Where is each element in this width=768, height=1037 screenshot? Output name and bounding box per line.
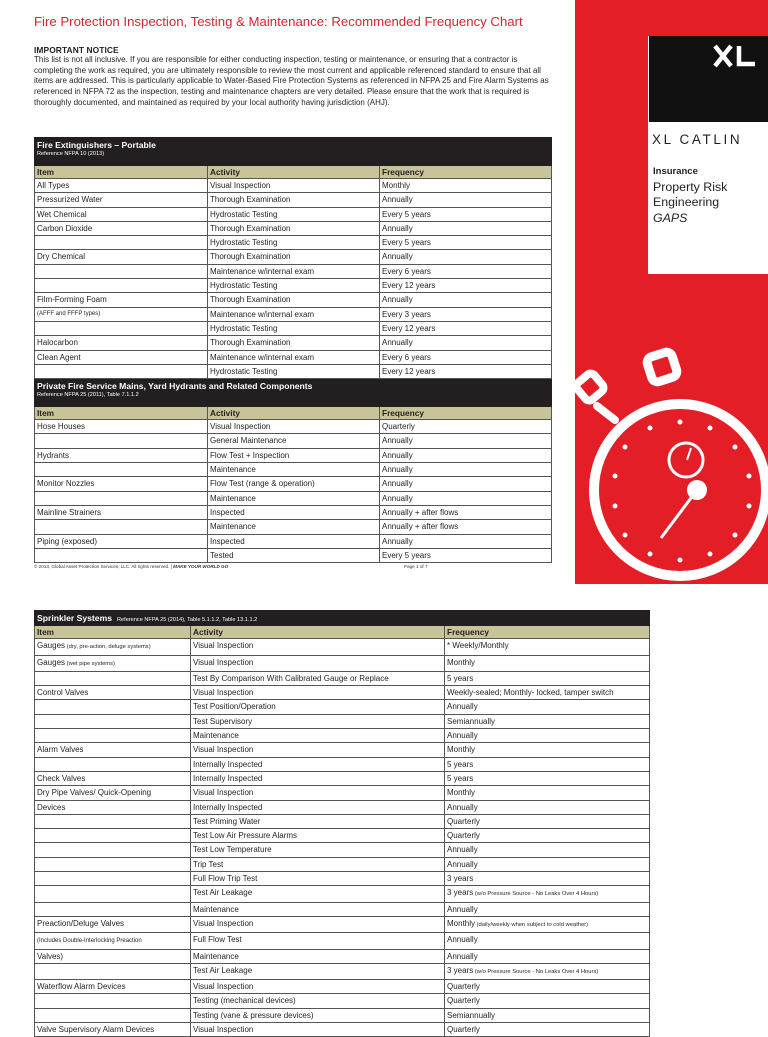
cell-activity: Thorough Examination bbox=[208, 336, 380, 350]
cell-activity: Visual Inspection bbox=[191, 1023, 445, 1037]
cell-frequency bbox=[445, 639, 650, 655]
cell-item bbox=[35, 655, 191, 671]
notice-body: This list is not all inclusive. If you are responsible for either conducting inspection, testing or maintenance, or ensuring that a contractor is completing the work as required, you are ultimately responsible to review the most current and applicable referenced standard to ensure that all items are addressed. This is particularly applicable to Water-Based Fire Protection Systems as referenced in NFPA 25 and Fire Alarm Systems as referenced in NFPA 72 as the inspection, testing and maintenance chapters are very detailed. Please ensure that the work that is required is thoroughly documented, and maintained as required by your local authority having jurisdiction (AHJ). bbox=[34, 55, 549, 107]
table-row bbox=[35, 980, 650, 994]
cell-item bbox=[35, 671, 191, 685]
cell-item bbox=[35, 1008, 191, 1022]
section-title-text: Fire Extinguishers – Portable bbox=[37, 140, 156, 150]
frequency-value: Monthly bbox=[447, 918, 476, 928]
column-header-item: Item bbox=[35, 626, 191, 639]
frequency-value: Annually bbox=[447, 802, 478, 812]
table-row bbox=[35, 857, 650, 871]
cell-activity: Maintenance bbox=[191, 729, 445, 743]
table-row bbox=[35, 491, 552, 505]
cell-item: Clean Agent bbox=[35, 350, 208, 364]
cell-item bbox=[35, 236, 208, 250]
table-row bbox=[35, 872, 650, 886]
frequency-value: 3 years bbox=[447, 874, 474, 884]
page-title: Fire Protection Inspection, Testing & Maintenance: Recommended Frequency Chart bbox=[34, 14, 523, 29]
table-row bbox=[35, 221, 552, 235]
section-header bbox=[35, 611, 650, 626]
table-row bbox=[35, 814, 650, 828]
cell-item bbox=[35, 786, 191, 800]
cell-item bbox=[35, 800, 191, 814]
cell-item bbox=[35, 902, 191, 916]
column-header-item: Item bbox=[35, 407, 208, 420]
cell-frequency: Annually bbox=[380, 463, 552, 477]
cell-activity: Visual Inspection bbox=[191, 686, 445, 700]
cell-item bbox=[35, 963, 191, 979]
item-note: (wet pipe systems) bbox=[65, 660, 115, 667]
cell-activity: Testing (vane & pressure devices) bbox=[191, 1008, 445, 1022]
cell-item bbox=[35, 872, 191, 886]
cell-item bbox=[35, 321, 208, 335]
item-name: Valves) bbox=[37, 951, 64, 961]
table-row bbox=[35, 250, 552, 264]
frequency-note: (w/o Pressure Source - No Leaks Over 4 Hours) bbox=[473, 891, 599, 898]
item-note: (dry, pre-action, deluge systems) bbox=[65, 644, 151, 651]
cell-item bbox=[35, 886, 191, 902]
frequency-value: Monthly bbox=[447, 745, 476, 755]
cell-activity: Visual Inspection bbox=[191, 916, 445, 932]
table-row bbox=[35, 179, 552, 193]
cell-item bbox=[35, 729, 191, 743]
cell-item bbox=[35, 994, 191, 1008]
cell-frequency: Annually + after flows bbox=[380, 520, 552, 534]
cell-activity: Thorough Examination bbox=[208, 193, 380, 207]
section-header bbox=[35, 138, 552, 166]
cell-item bbox=[35, 771, 191, 785]
cell-activity: Internally Inspected bbox=[191, 757, 445, 771]
frequency-value: Quarterly bbox=[447, 1025, 480, 1035]
cell-item: Monitor Nozzles bbox=[35, 477, 208, 491]
column-header-activity: Activity bbox=[191, 626, 445, 639]
column-header-frequency: Frequency bbox=[380, 166, 552, 179]
cell-activity: Flow Test (range & operation) bbox=[208, 477, 380, 491]
notice-heading: IMPORTANT NOTICE bbox=[34, 45, 119, 55]
cell-item bbox=[35, 434, 208, 448]
table-row bbox=[35, 534, 552, 548]
frequency-value: 5 years bbox=[447, 673, 474, 683]
cell-activity: Test Low Air Pressure Alarms bbox=[191, 829, 445, 843]
table-row bbox=[35, 757, 650, 771]
cell-frequency: Every 3 years bbox=[380, 307, 552, 321]
table-row bbox=[35, 686, 650, 700]
cell-item: Carbon Dioxide bbox=[35, 221, 208, 235]
section-reference: Reference NFPA 25 (2014), Table 5.1.1.2, Table 13.1.1.2 bbox=[117, 617, 258, 623]
cell-item bbox=[35, 686, 191, 700]
frequency-value: 5 years bbox=[447, 759, 474, 769]
frequency-value: 5 years bbox=[447, 773, 474, 783]
cell-item bbox=[35, 857, 191, 871]
cell-item: (AFFF and FFFP types) bbox=[35, 307, 208, 321]
cell-activity: Test Low Temperature bbox=[191, 843, 445, 857]
cell-activity: Inspected bbox=[208, 505, 380, 519]
cell-item bbox=[35, 843, 191, 857]
cell-frequency: Annually + after flows bbox=[380, 505, 552, 519]
cell-activity: Testing (mechanical devices) bbox=[191, 994, 445, 1008]
footer-page-number: Page 1 of 7 bbox=[404, 564, 428, 569]
table-row bbox=[35, 520, 552, 534]
column-header-activity: Activity bbox=[208, 166, 380, 179]
table-row bbox=[35, 829, 650, 843]
cell-item: Mainline Strainers bbox=[35, 505, 208, 519]
cell-activity: Test Priming Water bbox=[191, 814, 445, 828]
column-header-frequency: Frequency bbox=[445, 626, 650, 639]
table-row bbox=[35, 350, 552, 364]
cell-item bbox=[35, 829, 191, 843]
cell-frequency bbox=[445, 949, 650, 963]
cell-frequency bbox=[445, 963, 650, 979]
frequency-value: Annually bbox=[447, 935, 478, 945]
table-row bbox=[35, 729, 650, 743]
brand-gaps: GAPS bbox=[653, 211, 688, 225]
sprinkler-table bbox=[34, 610, 650, 1037]
cell-frequency: Annually bbox=[380, 534, 552, 548]
table-row bbox=[35, 743, 650, 757]
item-name: Alarm Valves bbox=[37, 745, 84, 755]
cell-frequency: Monthly bbox=[380, 179, 552, 193]
cell-activity: Full Flow Test bbox=[191, 933, 445, 949]
cell-activity: Maintenance w/internal exam bbox=[208, 264, 380, 278]
frequency-value: Quarterly bbox=[447, 816, 480, 826]
cell-item bbox=[35, 814, 191, 828]
cell-frequency bbox=[445, 829, 650, 843]
frequency-value: Annually bbox=[447, 731, 478, 741]
cell-frequency bbox=[445, 700, 650, 714]
frequency-note: (daily/weekly when subject to cold weather) bbox=[475, 921, 589, 928]
cell-item bbox=[35, 1023, 191, 1037]
cell-item: Hydrants bbox=[35, 448, 208, 462]
cell-frequency: Every 5 years bbox=[380, 236, 552, 250]
table-row bbox=[35, 505, 552, 519]
cell-frequency bbox=[445, 872, 650, 886]
cell-item bbox=[35, 264, 208, 278]
table-row bbox=[35, 336, 552, 350]
table-row bbox=[35, 307, 552, 321]
cell-frequency bbox=[445, 729, 650, 743]
cell-activity: Test Supervisory bbox=[191, 714, 445, 728]
cell-frequency bbox=[445, 843, 650, 857]
cell-item: Halocarbon bbox=[35, 336, 208, 350]
item-name: Dry Pipe Valves/ Quick-Opening bbox=[37, 788, 152, 798]
cell-frequency: Annually bbox=[380, 336, 552, 350]
footer-copyright: © 2013, Global Asset Protection Services, LLC. All rights reserved. | MAKE YOUR WORLD GO bbox=[34, 564, 229, 569]
table-row bbox=[35, 771, 650, 785]
cell-item bbox=[35, 639, 191, 655]
table-row bbox=[35, 902, 650, 916]
cell-frequency: Annually bbox=[380, 221, 552, 235]
table-row bbox=[35, 949, 650, 963]
column-header-frequency: Frequency bbox=[380, 407, 552, 420]
cell-item bbox=[35, 743, 191, 757]
cell-frequency bbox=[445, 714, 650, 728]
cell-activity: Hydrostatic Testing bbox=[208, 207, 380, 221]
table-row bbox=[35, 448, 552, 462]
table-row bbox=[35, 548, 552, 562]
cell-frequency: Annually bbox=[380, 477, 552, 491]
cell-activity: Hydrostatic Testing bbox=[208, 364, 380, 378]
cell-activity: Visual Inspection bbox=[191, 786, 445, 800]
cell-activity: Hydrostatic Testing bbox=[208, 279, 380, 293]
section-title-text: Private Fire Service Mains, Yard Hydrants and Related Components bbox=[37, 381, 313, 392]
table-row bbox=[35, 843, 650, 857]
item-name: Gauges bbox=[37, 657, 66, 667]
cell-frequency bbox=[445, 771, 650, 785]
table-row bbox=[35, 364, 552, 378]
cell-item bbox=[35, 980, 191, 994]
cell-frequency: Annually bbox=[380, 293, 552, 307]
cell-activity: Visual Inspection bbox=[191, 980, 445, 994]
item-name: (Includes Double-Interlocking Preaction bbox=[37, 938, 142, 945]
table-row bbox=[35, 279, 552, 293]
frequency-value: Weekly-sealed; Monthly- locked, tamper switch bbox=[447, 688, 614, 698]
cell-item bbox=[35, 757, 191, 771]
cell-activity: Trip Test bbox=[191, 857, 445, 871]
cell-item bbox=[35, 933, 191, 949]
table-row bbox=[35, 434, 552, 448]
brand-name: XL CATLIN bbox=[652, 132, 743, 147]
cell-activity: Hydrostatic Testing bbox=[208, 321, 380, 335]
table-row bbox=[35, 193, 552, 207]
table-row bbox=[35, 655, 650, 671]
cell-activity: Maintenance bbox=[208, 463, 380, 477]
cell-frequency: Every 12 years bbox=[380, 321, 552, 335]
section-title bbox=[35, 611, 650, 626]
item-name: Valve Supervisory Alarm Devices bbox=[37, 1025, 155, 1035]
cell-frequency bbox=[445, 671, 650, 685]
cell-frequency: Every 12 years bbox=[380, 279, 552, 293]
table-row bbox=[35, 236, 552, 250]
section-title bbox=[35, 379, 552, 407]
cell-item: Hose Houses bbox=[35, 420, 208, 434]
table-row bbox=[35, 264, 552, 278]
cell-item: All Types bbox=[35, 179, 208, 193]
cell-item bbox=[35, 279, 208, 293]
cell-activity: Test Air Leakage bbox=[191, 963, 445, 979]
cell-activity: Maintenance bbox=[208, 520, 380, 534]
cell-frequency: Every 5 years bbox=[380, 548, 552, 562]
cell-activity: Internally Inspected bbox=[191, 800, 445, 814]
cell-frequency bbox=[445, 655, 650, 671]
cell-frequency bbox=[445, 902, 650, 916]
cell-frequency: Annually bbox=[380, 448, 552, 462]
cell-item bbox=[35, 916, 191, 932]
frequency-value: Annually bbox=[447, 951, 478, 961]
cell-activity: Test Air Leakage bbox=[191, 886, 445, 902]
table-row bbox=[35, 1008, 650, 1022]
cell-item: Film-Forming Foam bbox=[35, 293, 208, 307]
cell-frequency bbox=[445, 916, 650, 932]
table-row bbox=[35, 463, 552, 477]
cell-frequency: Quarterly bbox=[380, 420, 552, 434]
table-row bbox=[35, 916, 650, 932]
table-row bbox=[35, 293, 552, 307]
cell-frequency bbox=[445, 686, 650, 700]
cell-activity: Maintenance w/internal exam bbox=[208, 307, 380, 321]
table-row bbox=[35, 639, 650, 655]
cell-item bbox=[35, 700, 191, 714]
cell-activity: Full Flow Trip Test bbox=[191, 872, 445, 886]
cell-activity: Visual Inspection bbox=[191, 743, 445, 757]
cell-frequency bbox=[445, 786, 650, 800]
cell-activity: Thorough Examination bbox=[208, 221, 380, 235]
cell-activity: Maintenance bbox=[191, 949, 445, 963]
item-name: Devices bbox=[37, 802, 66, 812]
cell-activity: Visual Inspection bbox=[208, 420, 380, 434]
table-row bbox=[35, 321, 552, 335]
frequency-value: Monthly bbox=[447, 657, 476, 667]
table-row bbox=[35, 700, 650, 714]
cell-frequency: Annually bbox=[380, 491, 552, 505]
cell-frequency bbox=[445, 1023, 650, 1037]
frequency-value: Annually bbox=[447, 859, 478, 869]
cell-frequency: Every 6 years bbox=[380, 350, 552, 364]
item-name: Preaction/Deluge Valves bbox=[37, 918, 125, 928]
item-name: Gauges bbox=[37, 641, 66, 651]
cell-item bbox=[35, 463, 208, 477]
frequency-value: Quarterly bbox=[447, 982, 480, 992]
cell-activity: Test By Comparison With Calibrated Gauge or Replace bbox=[191, 671, 445, 685]
table-row bbox=[35, 933, 650, 949]
cell-item bbox=[35, 491, 208, 505]
brand-insurance: Insurance bbox=[653, 166, 698, 177]
cell-activity: Visual Inspection bbox=[191, 639, 445, 655]
cell-activity: Flow Test + Inspection bbox=[208, 448, 380, 462]
brand-subtitle: Property Risk Engineering bbox=[653, 180, 728, 209]
table-row bbox=[35, 714, 650, 728]
xl-logo bbox=[649, 36, 768, 122]
cell-activity: Maintenance w/internal exam bbox=[208, 350, 380, 364]
cell-frequency: Every 5 years bbox=[380, 207, 552, 221]
cell-item bbox=[35, 714, 191, 728]
frequency-value: * Weekly/Monthly bbox=[447, 641, 509, 651]
table-row bbox=[35, 420, 552, 434]
table-row bbox=[35, 800, 650, 814]
cell-activity: Internally Inspected bbox=[191, 771, 445, 785]
frequency-value: 3 years bbox=[447, 888, 474, 898]
cell-frequency: Every 12 years bbox=[380, 364, 552, 378]
xl-logo-icon bbox=[713, 44, 761, 80]
cell-activity: Thorough Examination bbox=[208, 250, 380, 264]
column-header-item: Item bbox=[35, 166, 208, 179]
cell-frequency: Annually bbox=[380, 434, 552, 448]
cell-frequency bbox=[445, 857, 650, 871]
table-row bbox=[35, 477, 552, 491]
cell-item bbox=[35, 520, 208, 534]
cell-activity: Visual Inspection bbox=[191, 655, 445, 671]
frequency-value: Semiannually bbox=[447, 1010, 496, 1020]
table-row bbox=[35, 963, 650, 979]
cell-activity: Inspected bbox=[208, 534, 380, 548]
frequency-value: Annually bbox=[447, 702, 478, 712]
section-reference: Reference NFPA 25 (2011), Table 7.1.1.2 bbox=[37, 392, 139, 399]
table-row bbox=[35, 786, 650, 800]
cell-frequency bbox=[445, 980, 650, 994]
column-header-activity: Activity bbox=[208, 407, 380, 420]
frequency-value: Monthly bbox=[447, 788, 476, 798]
frequency-value: Semiannually bbox=[447, 716, 496, 726]
cell-activity: Hydrostatic Testing bbox=[208, 236, 380, 250]
column-header-row bbox=[35, 407, 552, 420]
frequency-value: Annually bbox=[447, 845, 478, 855]
cell-frequency bbox=[445, 800, 650, 814]
cell-item bbox=[35, 364, 208, 378]
cell-item: Wet Chemical bbox=[35, 207, 208, 221]
cell-activity: Test Position/Operation bbox=[191, 700, 445, 714]
cell-item bbox=[35, 548, 208, 562]
item-name: Check Valves bbox=[37, 773, 86, 783]
cell-frequency: Every 6 years bbox=[380, 264, 552, 278]
cell-item: Piping (exposed) bbox=[35, 534, 208, 548]
table-row bbox=[35, 671, 650, 685]
section-title bbox=[35, 138, 552, 166]
cell-item: Dry Chemical bbox=[35, 250, 208, 264]
cell-activity: Maintenance bbox=[208, 491, 380, 505]
frequency-value: 3 years bbox=[447, 965, 474, 975]
table-row bbox=[35, 886, 650, 902]
cell-frequency: Annually bbox=[380, 250, 552, 264]
cell-item: Pressurized Water bbox=[35, 193, 208, 207]
cell-frequency bbox=[445, 994, 650, 1008]
frequency-value: Annually bbox=[447, 904, 478, 914]
column-header-row bbox=[35, 166, 552, 179]
cell-frequency bbox=[445, 743, 650, 757]
frequency-value: Quarterly bbox=[447, 996, 480, 1006]
cell-activity: General Maintenance bbox=[208, 434, 380, 448]
item-name: Waterflow Alarm Devices bbox=[37, 982, 126, 992]
cell-item bbox=[35, 949, 191, 963]
item-name: Control Valves bbox=[37, 688, 89, 698]
cell-frequency bbox=[445, 1008, 650, 1022]
cell-frequency: Annually bbox=[380, 193, 552, 207]
frequency-value: Quarterly bbox=[447, 831, 480, 841]
section-reference: Reference NFPA 10 (2013) bbox=[37, 151, 105, 157]
column-header-row bbox=[35, 626, 650, 639]
cell-activity: Thorough Examination bbox=[208, 293, 380, 307]
extinguisher-and-mains-table bbox=[34, 137, 552, 563]
section-title-text: Sprinkler Systems bbox=[37, 613, 112, 623]
cell-frequency bbox=[445, 886, 650, 902]
cell-activity: Tested bbox=[208, 548, 380, 562]
cell-frequency bbox=[445, 933, 650, 949]
table-row bbox=[35, 207, 552, 221]
stopwatch-icon bbox=[575, 340, 768, 584]
cell-frequency bbox=[445, 814, 650, 828]
frequency-note: (w/o Pressure Source - No Leaks Over 4 Hours) bbox=[473, 968, 599, 975]
table-row bbox=[35, 1023, 650, 1037]
table-row bbox=[35, 994, 650, 1008]
cell-activity: Maintenance bbox=[191, 902, 445, 916]
cell-frequency bbox=[445, 757, 650, 771]
section-header bbox=[35, 379, 552, 407]
cell-activity: Visual Inspection bbox=[208, 179, 380, 193]
